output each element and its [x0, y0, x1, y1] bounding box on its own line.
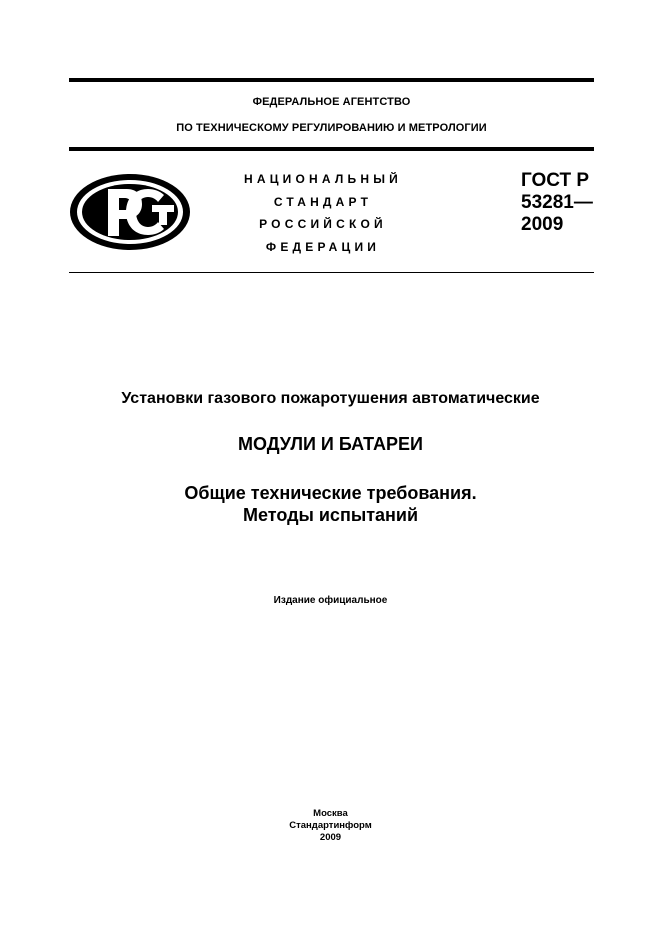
standard-type-line1: НАЦИОНАЛЬНЫЙ	[243, 172, 403, 186]
rst-certification-logo-icon	[68, 172, 192, 252]
standard-type-line3: РОССИЙСКОЙ	[259, 217, 387, 231]
agency-name-line1: ФЕДЕРАЛЬНОЕ АГЕНТСТВО	[252, 96, 411, 108]
standard-code-line2: 53281—	[521, 192, 593, 213]
document-title-main: МОДУЛИ И БАТАРЕИ	[238, 434, 423, 454]
standard-code-line1: ГОСТ Р	[521, 170, 590, 191]
document-subtitle-line2: Методы испытаний	[242, 505, 419, 525]
agency-name-line2: ПО ТЕХНИЧЕСКОМУ РЕГУЛИРОВАНИЮ И МЕТРОЛОГИИ	[176, 122, 487, 134]
imprint-city: Москва	[313, 808, 348, 819]
document-subtitle	[0, 482, 661, 526]
imprint-year: 2009	[319, 832, 342, 843]
imprint-publisher: Стандартинформ	[289, 820, 372, 831]
imprint	[0, 808, 661, 844]
standard-code-line3: 2009	[521, 214, 564, 235]
standard-type-line2: СТАНДАРТ	[273, 195, 373, 209]
top-thick-rule	[69, 78, 594, 82]
document-subtitle-line1: Общие технические требования.	[184, 483, 477, 503]
header-thick-rule	[69, 147, 594, 151]
edition-note: Издание официальное	[273, 595, 388, 606]
document-title-line1: Установки газового пожаротушения автоматические	[121, 390, 540, 407]
standard-type-line4: ФЕДЕРАЦИИ	[265, 240, 381, 254]
standard-code	[521, 170, 593, 236]
header-thin-rule	[69, 272, 594, 273]
